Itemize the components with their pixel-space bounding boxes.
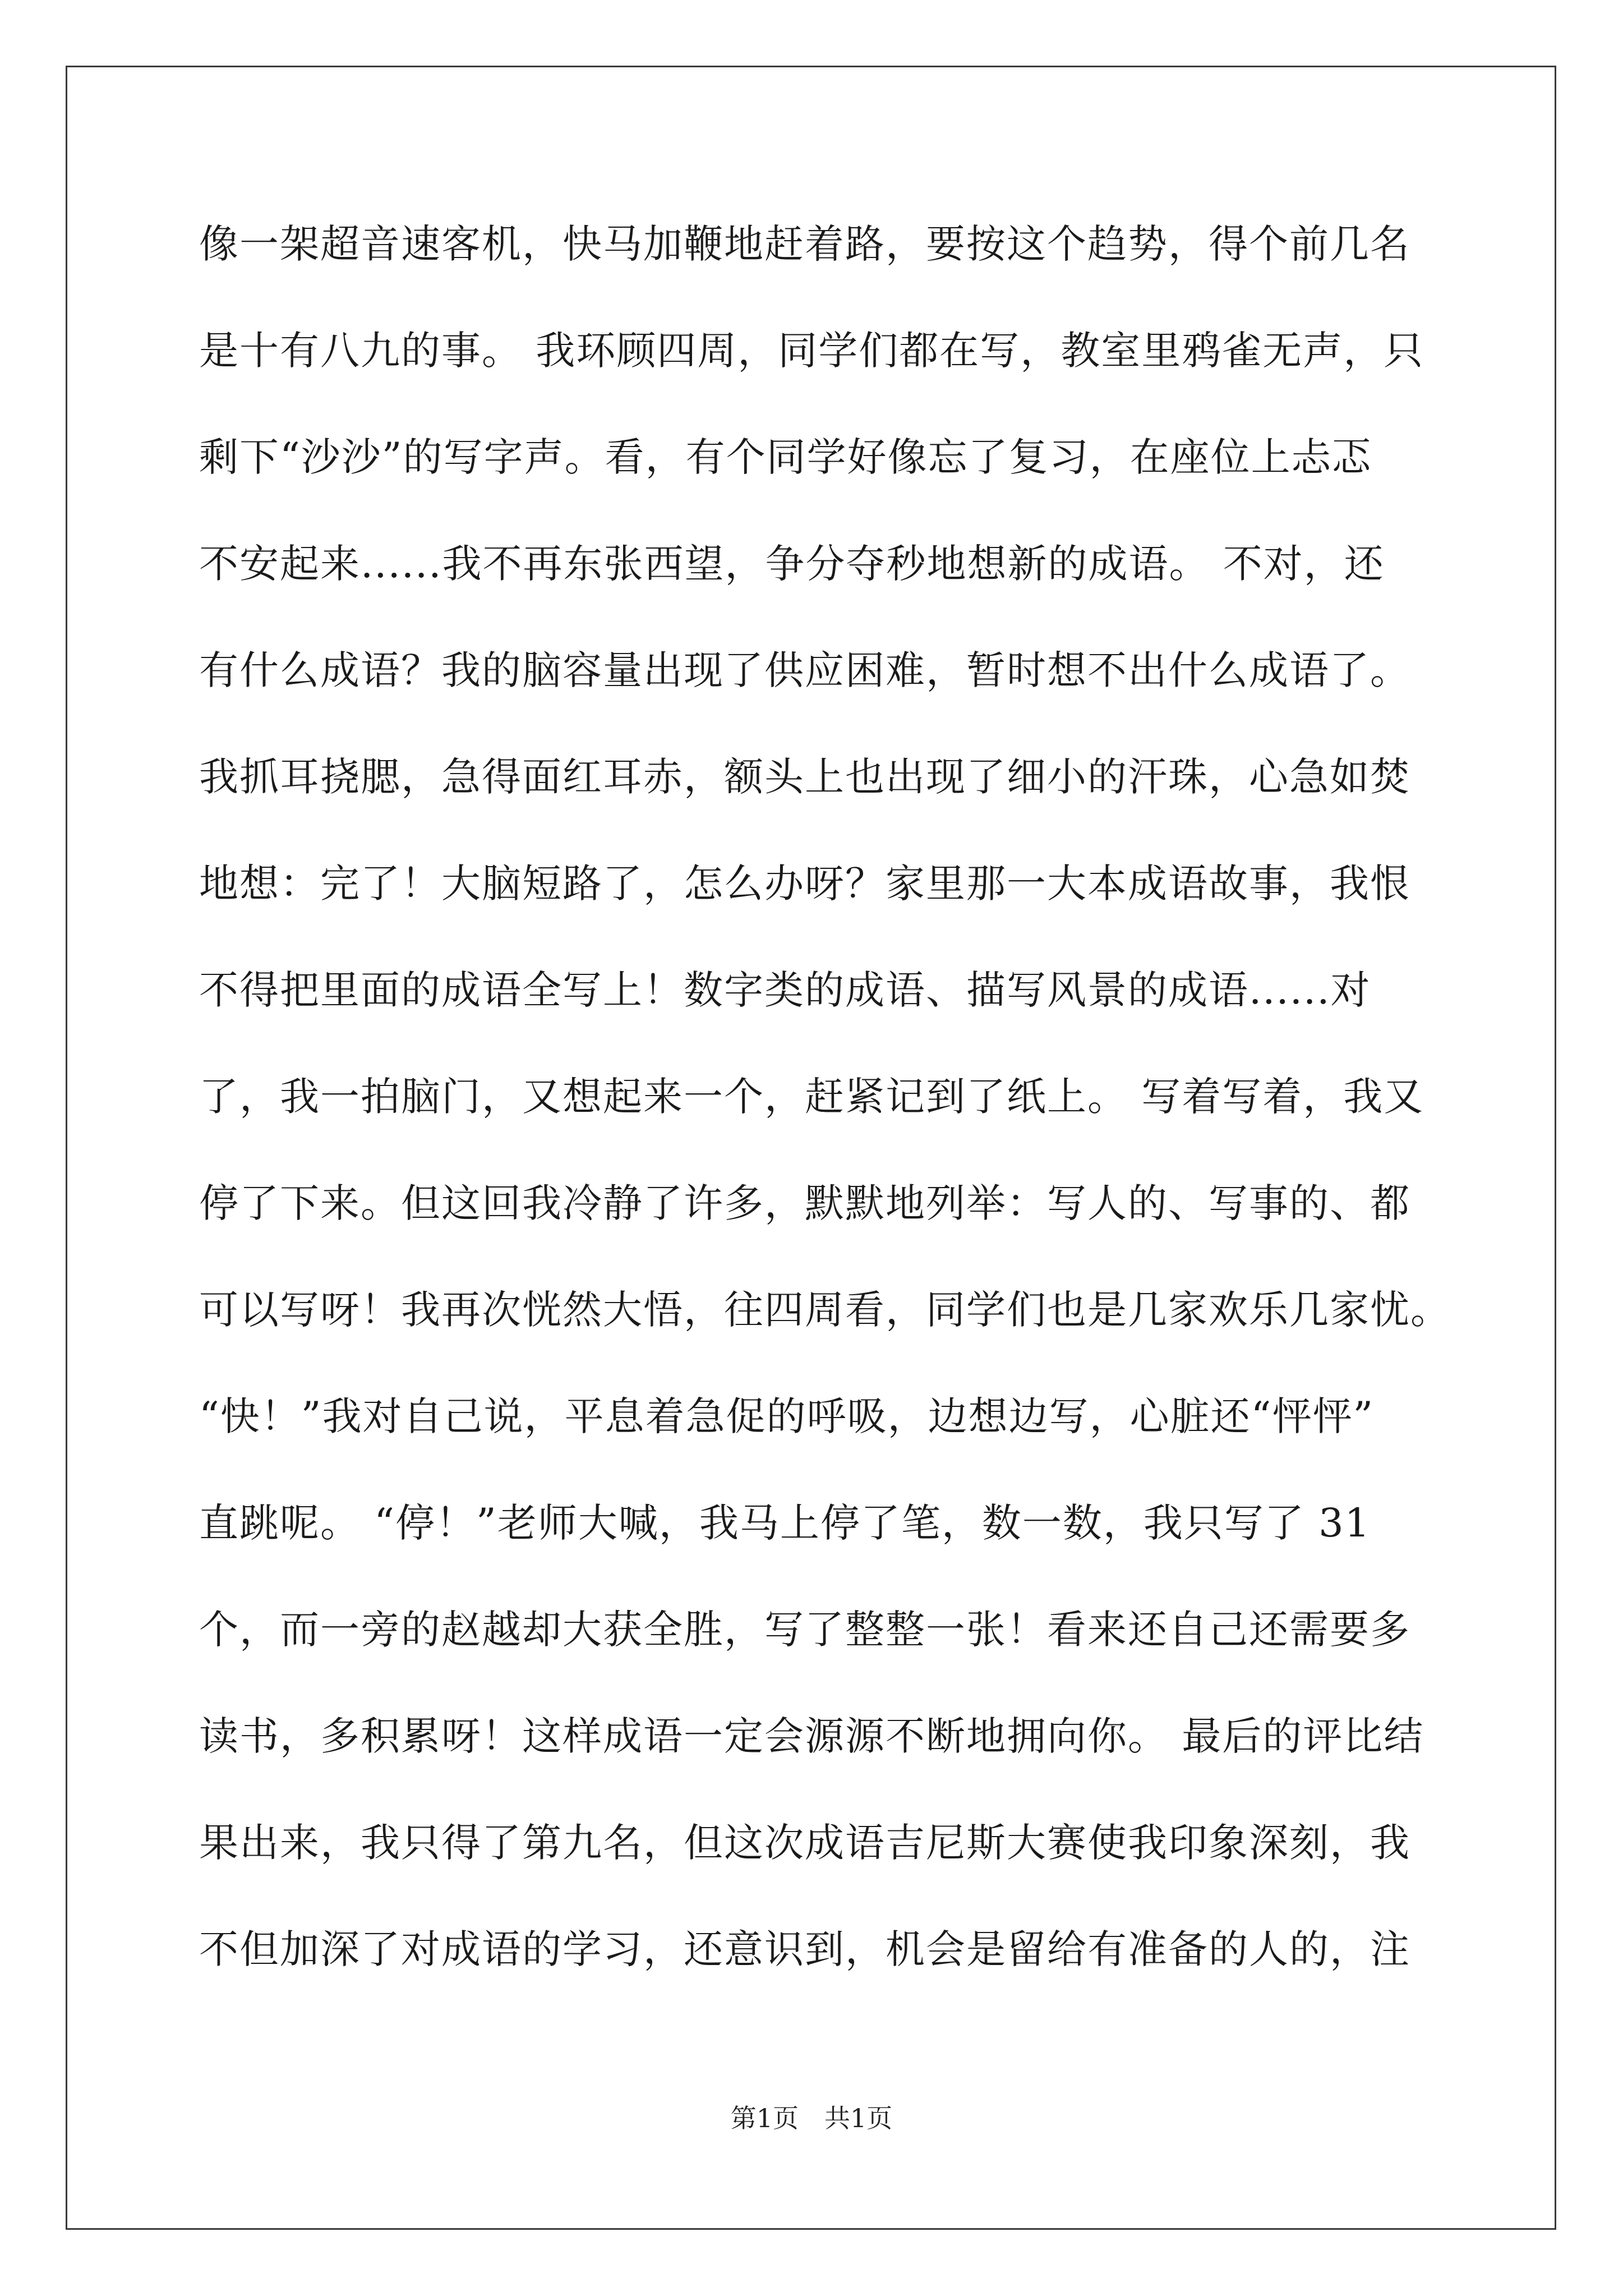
text-line: 了，我一拍脑门，又想起来一个，赶紧记到了纸上。 写着写着，我又 (199, 1074, 1424, 1120)
page-number-footer: 第1页 共1页 (730, 2103, 893, 2133)
text-line: 地想：完了！大脑短路了，怎么办呀？家里那一大本成语故事，我恨 (199, 861, 1410, 907)
text-line: 是十有八九的事。 我环顾四周，同学们都在写，教室里鸦雀无声，只 (199, 328, 1424, 374)
text-line: 果出来，我只得了第九名，但这次成语吉尼斯大赛使我印象深刻，我 (199, 1820, 1410, 1866)
text-line: 有什么成语？我的脑容量出现了供应困难，暂时想不出什么成语了。 (199, 647, 1410, 693)
text-line: 不但加深了对成语的学习，还意识到，机会是留给有准备的人的，注 (199, 1926, 1410, 1972)
text-line: 不安起来......我不再东张西望，争分夺秒地想新的成语。 不对，还 (199, 541, 1385, 587)
text-line: 读书，多积累呀！这样成语一定会源源不断地拥向你。 最后的评比结 (199, 1713, 1424, 1759)
text-line: 可以写呀！我再次恍然大悟，往四周看，同学们也是几家欢乐几家忧。 (199, 1287, 1451, 1333)
text-line: 我抓耳挠腮，急得面红耳赤，额头上也出现了细小的汗珠，心急如焚 (199, 754, 1410, 800)
text-line: 个，而一旁的赵越却大获全胜，写了整整一张！看来还自己还需要多 (199, 1607, 1410, 1653)
text-line: 剩下“沙沙”的写字声。看，有个同学好像忘了复习，在座位上忐忑 (199, 434, 1372, 480)
text-line: 停了下来。但这回我冷静了许多，默默地列举：写人的、写事的、都 (199, 1180, 1410, 1226)
body-text (199, 213, 1451, 2025)
text-line: 直跳呢。 “停！”老师大喊，我马上停了笔，数一数，我只写了 31 (199, 1500, 1371, 1546)
text-line: “快！”我对自己说，平息着急促的呼吸，边想边写，心脏还“怦怦” (199, 1393, 1375, 1439)
text-line: 像一架超音速客机，快马加鞭地赶着路，要按这个趋势，得个前几名 (199, 221, 1410, 267)
text-line: 不得把里面的成语全写上！数字类的成语、描写风景的成语......对 (199, 967, 1371, 1013)
